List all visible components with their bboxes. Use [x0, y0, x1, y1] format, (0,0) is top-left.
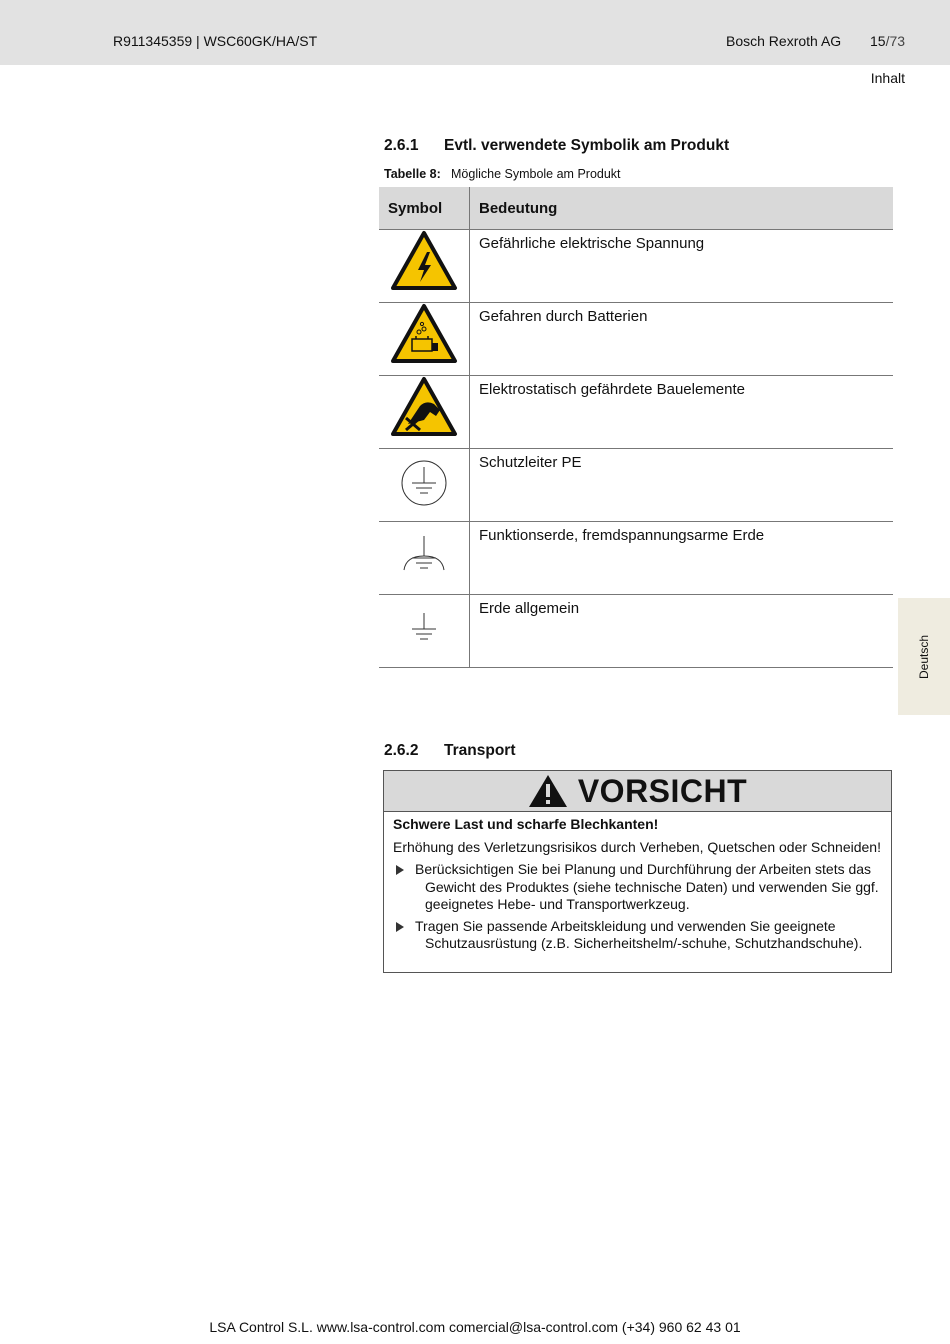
meaning-cell: Gefährliche elektrische Spannung	[470, 230, 894, 303]
section-label: Inhalt	[870, 70, 905, 86]
bullet-text-rest: Schutzausrüstung (z.B. Sicherheitshelm/-schuhe, Schutzhandschuhe).	[425, 935, 863, 951]
table-row	[379, 376, 893, 449]
electric-voltage-warning-icon	[390, 230, 458, 292]
symbol-table	[379, 187, 893, 668]
caution-header	[384, 771, 891, 812]
page-header	[0, 0, 950, 65]
section-title: Transport	[444, 742, 516, 759]
meaning-cell: Schutzleiter PE	[470, 449, 894, 522]
page-footer: LSA Control S.L. www.lsa-control.com comercial@lsa-control.com (+34) 960 62 43 01	[209, 1319, 741, 1335]
earth-ground-icon	[390, 595, 458, 661]
table-caption-text: Mögliche Symbole am Produkt	[451, 167, 621, 181]
page-number	[870, 33, 905, 49]
list-item	[393, 918, 882, 953]
symbol-cell	[379, 230, 470, 303]
bullet-text-first: Berücksichtigen Sie bei Planung und Durchführung der Arbeiten stets das	[415, 861, 872, 877]
symbol-cell	[379, 376, 470, 449]
meaning-cell: Gefahren durch Batterien	[470, 303, 894, 376]
protective-earth-icon	[390, 449, 458, 515]
meaning-cell: Erde allgemein	[470, 595, 894, 668]
table-row	[379, 303, 893, 376]
symbol-cell	[379, 522, 470, 595]
table-row	[379, 595, 893, 668]
table-header-row	[379, 187, 893, 230]
meaning-cell: Elektrostatisch gefährdete Bauelemente	[470, 376, 894, 449]
battery-hazard-warning-icon	[390, 303, 458, 365]
section-heading-transport	[384, 742, 515, 760]
bullet-text-rest: Gewicht des Produktes (siehe technische Daten) und verwenden Sie ggf. geeignetes Hebe- und Transportwerkzeug.	[425, 878, 879, 912]
bullet-text-first: Tragen Sie passende Arbeitskleidung und verwenden Sie geeignete	[415, 917, 836, 934]
column-header-symbol: Symbol	[379, 187, 470, 230]
section-heading-symbols	[384, 137, 729, 155]
page-total: /73	[885, 33, 906, 49]
section-number: 2.6.2	[384, 742, 419, 759]
table-caption-label: Tabelle 8:	[384, 167, 441, 181]
table-caption	[384, 167, 621, 181]
caution-lead: Schwere Last und scharfe Blechkanten!	[393, 816, 659, 832]
symbol-cell	[379, 449, 470, 522]
language-tab	[898, 598, 950, 715]
caution-consequence: Erhöhung des Verletzungsrisikos durch Verheben, Quetschen oder Schneiden!	[393, 838, 881, 855]
document-reference: R911345359 | WSC60GK/HA/ST	[113, 33, 318, 49]
bullet-arrow-icon	[396, 865, 404, 875]
column-header-meaning: Bedeutung	[470, 187, 894, 230]
caution-box	[383, 770, 892, 973]
section-number: 2.6.1	[384, 137, 419, 154]
company-name: Bosch Rexroth AG	[726, 33, 842, 49]
list-item	[393, 861, 882, 914]
electrostatic-warning-icon	[390, 376, 458, 438]
caution-body	[384, 812, 891, 961]
meaning-cell: Funktionserde, fremdspannungsarme Erde	[470, 522, 894, 595]
page-current: 15	[870, 33, 886, 49]
section-title: Evtl. verwendete Symbolik am Produkt	[444, 137, 730, 154]
symbol-cell	[379, 595, 470, 668]
table-row	[379, 230, 893, 303]
functional-earth-icon	[390, 522, 458, 588]
signal-word: VORSICHT	[577, 772, 748, 809]
warning-triangle-icon	[528, 774, 568, 808]
symbol-cell	[379, 303, 470, 376]
table-row	[379, 522, 893, 595]
bullet-arrow-icon	[396, 922, 404, 932]
table-row	[379, 449, 893, 522]
language-tab-label: Deutsch	[917, 634, 931, 679]
